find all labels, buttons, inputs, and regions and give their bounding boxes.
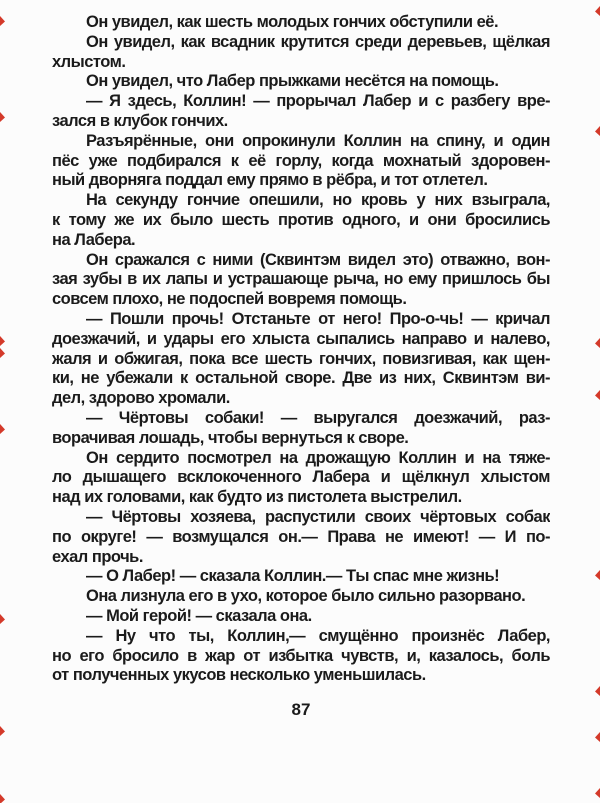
page-edge-mark-left xyxy=(0,348,5,358)
text-line: Он сердито посмотрел на дрожащую Коллин и на тяже- xyxy=(86,448,550,467)
page-edge-mark-right xyxy=(595,686,600,696)
page-edge-mark-right xyxy=(595,390,600,400)
text-line: жаля и обжигая, пока все шесть гончих, повизгивая, как щен- xyxy=(52,349,550,368)
text-line: Он увидел, как всадник крутится среди деревьев, щёлкая xyxy=(86,32,550,51)
text-line: доезжачий, и удары его хлыста сыпались направо и налево, xyxy=(52,329,550,348)
page-edge-mark-left xyxy=(0,424,5,434)
text-line: на Лабера. xyxy=(52,230,136,249)
text-line: Он сражался с ними (Сквинтэм видел это) отважно, вон- xyxy=(86,250,550,269)
page-edge-mark-right xyxy=(595,570,600,580)
text-line: Он увидел, что Лабер прыжками несётся на помощь. xyxy=(86,72,499,91)
text-line: — Ну что ты, Коллин,— смущённо произнёс Лабер, xyxy=(86,626,550,645)
text-line: Разъярённые, они опрокинули Коллин на спину, и один xyxy=(86,131,550,150)
text-line: ехал прочь. xyxy=(52,547,143,566)
text-line: — Мой герой! — сказала она. xyxy=(86,606,312,625)
text-line: — Чёртовы собаки! — выругался доезжачий, раз- xyxy=(86,408,550,427)
text-line: Он увидел, как шесть молодых гончих обступили её. xyxy=(86,13,499,31)
text-line: пёс уже подбирался к её горлу, когда мохнатый здоровен- xyxy=(52,151,550,170)
text-line: хлыстом. xyxy=(52,52,126,71)
page-edge-mark-left xyxy=(0,794,5,803)
text-line: к тому же их было шесть против одного, и они бросились xyxy=(52,210,550,229)
text-line: зался в клубок гончих. xyxy=(52,111,228,130)
text-line: ный дворняга поддал ему прямо в рёбра, и тот отлетел. xyxy=(52,171,488,190)
page-edge-mark-left xyxy=(0,726,5,736)
page-edge-mark-right xyxy=(595,126,600,136)
page-text xyxy=(52,13,550,686)
text-line: — О Лабер! — сказала Коллин.— Ты спас мне жизнь! xyxy=(86,567,500,586)
page-edge-mark-right xyxy=(595,788,600,798)
text-line: На секунду гончие опешили, но кровь у них взыграла, xyxy=(86,191,550,210)
text-line: ло дышащего всклокоченного Лабера и щёлкнул хлыстом xyxy=(52,468,550,487)
text-line: ворачивая лошадь, чтобы вернуться к своре. xyxy=(52,428,409,447)
text-line: зая зубы в их лапы и устрашающе рыча, но ему пришлось бы xyxy=(52,270,550,289)
page-number: 87 xyxy=(291,700,311,719)
text-line: Она лизнула его в ухо, которое было сильно разорвано. xyxy=(86,587,526,606)
text-line: — Чёртовы хозяева, распустили своих чёртовых собак xyxy=(86,507,550,526)
text-line: дел, здорово хромали. xyxy=(52,389,230,408)
text-line: но его бросило в жар от избытка чувств, и, казалось, боль xyxy=(52,646,550,665)
page-edge-mark-left xyxy=(0,614,5,624)
page-edge-mark-right xyxy=(595,338,600,348)
text-line: над их головами, как будто из пистолета выстрелил. xyxy=(52,488,462,507)
text-line: — Я здесь, Коллин! — прорычал Лабер и с разбегу вре- xyxy=(86,92,550,111)
page-edge-mark-left xyxy=(0,336,5,346)
page-edge-mark-left xyxy=(0,16,5,26)
page-edge-mark-right xyxy=(595,732,600,742)
text-line: ки, не убежали к остальной своре. Две из них, Сквинтэм ви- xyxy=(52,369,550,388)
page-edge-mark-left xyxy=(0,112,5,122)
text-line: по округе! — возмущался он.— Права не имеют! — И по- xyxy=(52,527,550,546)
text-line: — Пошли прочь! Отстаньте от него! Про-о-чь! — кричал xyxy=(86,309,550,328)
text-line: совсем плохо, не подоспей вовремя помощь. xyxy=(52,290,407,309)
page-edge-mark-right xyxy=(595,6,600,16)
text-line: от полученных укусов несколько уменьшилась. xyxy=(52,666,426,685)
